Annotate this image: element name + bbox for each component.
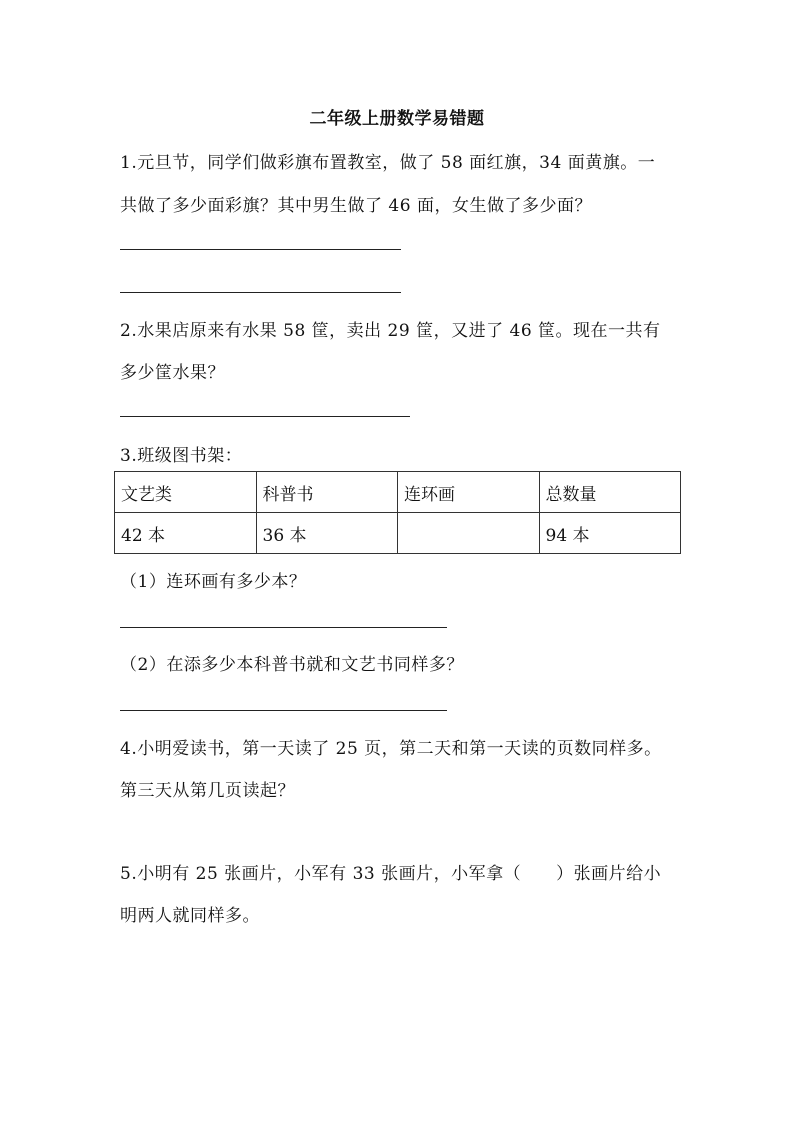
q1-text-line-1: 1.元旦节，同学们做彩旗布置教室，做了 58 面红旗，34 面黄旗。一 [120,153,656,173]
q3-sub-question-1: （1）连环画有多少本？ [120,572,307,592]
q2-text-line-1: 2.水果店原来有水果 58 筐，卖出 29 筐，又进了 46 筐。现在一共有 [120,321,661,341]
table-header-cell: 总数量 [539,472,681,513]
table-header-cell: 文艺类 [115,472,257,513]
q5-text-line-2: 明两人就同样多。 [120,906,260,926]
table-cell-blank[interactable] [398,513,540,554]
table-cell: 94 本 [539,513,681,554]
table-header-cell: 连环画 [398,472,540,513]
table-cell: 36 本 [256,513,398,554]
table-header-row [115,472,681,513]
q3-sub-question-2: （2）在添多少本科普书就和文艺书同样多？ [120,655,464,675]
q3-intro: 3.班级图书架： [120,446,243,466]
worksheet-title: 二年级上册数学易错题 [309,109,485,129]
table-cell: 42 本 [115,513,257,554]
q5-text-line-1: 5.小明有 25 张画片，小军有 33 张画片，小军拿（ ）张画片给小 [120,864,662,884]
q3-sub2-answer-line[interactable] [120,710,447,711]
q3-sub1-answer-line[interactable] [120,627,447,628]
q2-text-line-2: 多少筐水果？ [120,363,225,383]
q2-answer-line[interactable] [120,416,410,417]
table-row [115,513,681,554]
q4-text-line-1: 4.小明爱读书，第一天读了 25 页，第二天和第一天读的页数同样多。 [120,739,662,759]
bookshelf-table [114,471,681,554]
q4-text-line-2: 第三天从第几页读起？ [120,781,295,801]
q1-text-line-2: 共做了多少面彩旗？其中男生做了 46 面，女生做了多少面？ [120,196,592,216]
q1-answer-line-2[interactable] [120,292,401,293]
table-header-cell: 科普书 [256,472,398,513]
q1-answer-line-1[interactable] [120,249,401,250]
